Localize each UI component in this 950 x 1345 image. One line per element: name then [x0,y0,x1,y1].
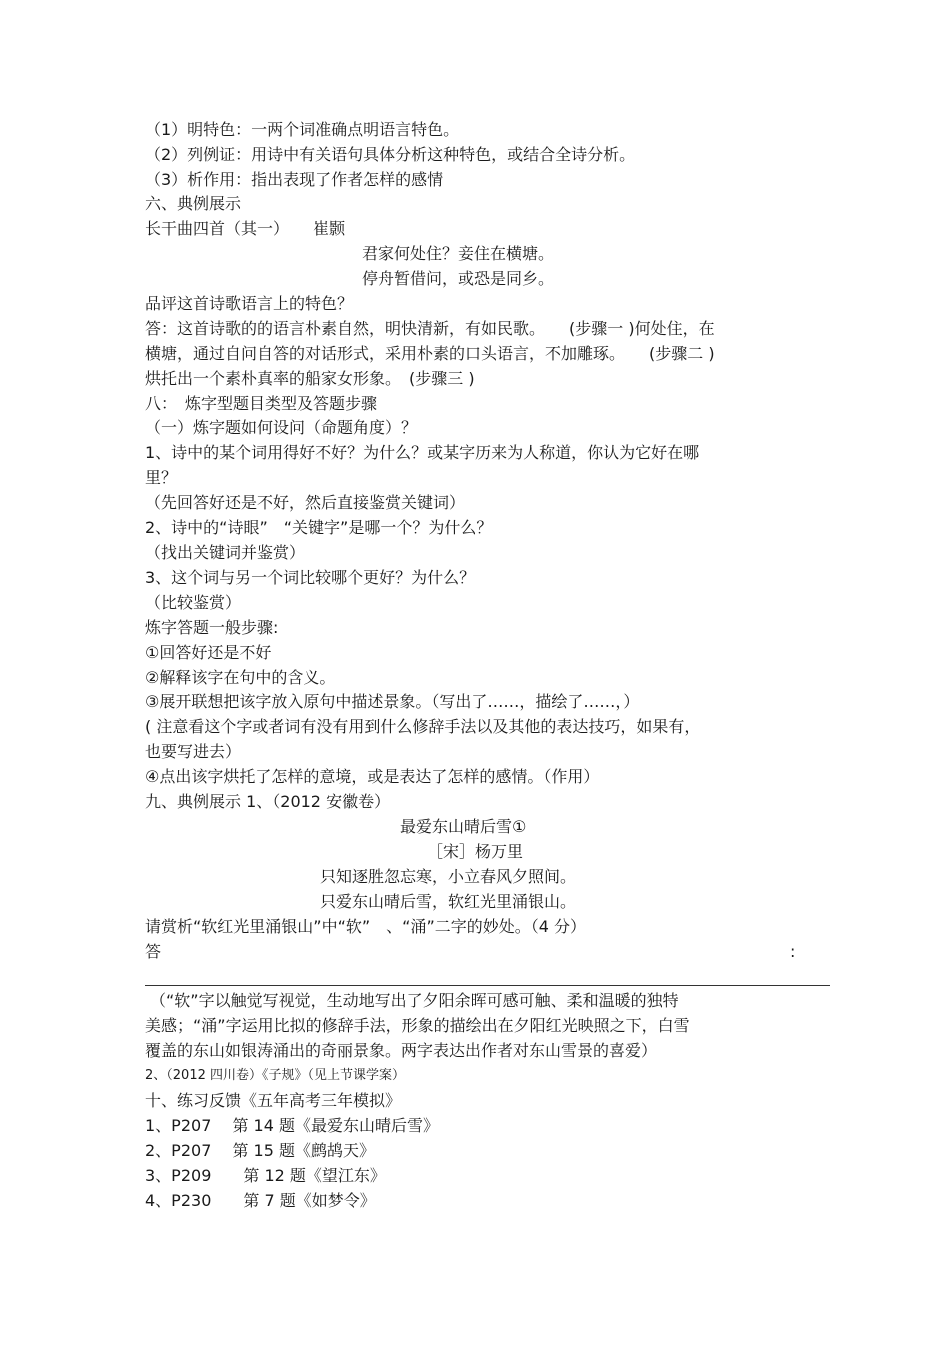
section-heading: 十、练习反馈《五年高考三年模拟》 [145,1091,402,1110]
text-line: ③展开联想把该字放入原句中描述景象。（写出了……，描绘了……，） [145,692,640,711]
text-line: （比较鉴赏） [145,593,242,612]
answer-underline [145,985,830,986]
subsection-heading: （一）炼字题如何设问（命题角度）？ [145,418,418,437]
text-line: 2、（2012 四川卷）《子规》（见上节课学案） [145,1068,405,1083]
text-line: ②解释该字在句中的含义。 [145,668,336,687]
poem-line: 君家何处住？妾住在横塘。 [362,244,555,263]
text-line: （先回答好还是不好，然后直接鉴赏关键词） [145,493,466,512]
text-line: 也要写进去） [145,742,242,761]
section-heading: 六、典例展示 [145,194,242,213]
poem-line: 停舟暂借问，或恐是同乡。 [362,269,555,288]
poem-author: ［宋］杨万里 [427,842,524,861]
question-text: 品评这首诗歌语言上的特色？ [145,294,354,313]
text-line: 1、诗中的某个词用得好不好？为什么？或某字历来为人称道，你认为它好在哪 [145,443,700,462]
text-line: （3）析作用：指出表现了作者怎样的感情 [145,170,444,189]
answer-text: 答：这首诗歌的的语言朴素自然，明快清新，有如民歌。 (步骤一 )何处住，在 [145,319,715,338]
answer-text: 美感；“涌”字运用比拟的修辞手法，形象的描绘出在夕阳红光映照之下，白雪 [145,1016,690,1035]
exercise-item: 3、P209 第 12 题《望江东》 [145,1166,386,1185]
exercise-item: 1、P207 第 14 题《最爱东山晴后雪》 [145,1116,439,1135]
exercise-item: 2、P207 第 15 题《鹧鸪天》 [145,1141,375,1160]
poem-title: 最爱东山晴后雪① [400,817,527,836]
poem-line: 只知逐胜忽忘寒，小立春风夕照间。 [320,867,577,886]
text-line: （2）列例证：用诗中有关语句具体分析这种特色，或结合全诗分析。 [145,145,636,164]
text-line: 炼字答题一般步骤: [145,618,279,637]
answer-text: 烘托出一个素朴真率的船家女形象。 (步骤三 ) [145,369,475,388]
answer-text: 覆盖的东山如银涛涌出的奇丽景象。两字表达出作者对东山雪景的喜爱） [145,1041,658,1060]
answer-colon: : [790,942,796,961]
poem-title-author: 长干曲四首（其一） 崔颢 [145,219,346,238]
answer-text: （“软”字以触觉写视觉，生动地写出了夕阳余晖可感可触、柔和温暖的独特 [150,991,679,1010]
text-line: （找出关键词并鉴赏） [145,543,306,562]
text-line: （1）明特色：一两个词准确点明语言特色。 [145,120,460,139]
text-line: ①回答好还是不好 [145,643,272,662]
answer-label: 答 [145,942,162,961]
exercise-item: 4、P230 第 7 题《如梦令》 [145,1191,376,1210]
section-heading: 九、典例展示 1、（2012 安徽卷） [145,792,391,811]
text-line: ④点出该字烘托了怎样的意境，或是表达了怎样的感情。（作用） [145,767,600,786]
section-heading: 八： 炼字型题目类型及答题步骤 [145,394,378,413]
question-text: 请赏析“软红光里涌银山”中“软” 、“涌”二字的妙处。（4 分） [145,917,587,936]
text-line: 里？ [145,468,178,487]
text-line: 3、这个词与另一个词比较哪个更好？为什么？ [145,568,476,587]
poem-line: 只爱东山晴后雪，软红光里涌银山。 [320,892,577,911]
text-line: ( 注意看这个字或者词有没有用到什么修辞手法以及其他的表达技巧，如果有， [145,717,701,736]
answer-text: 横塘，通过自问自答的对话形式，采用朴素的口头语言，不加雕琢。 (步骤二 ) [145,344,715,363]
text-line: 2、诗中的“诗眼” “关键字”是哪一个？为什么？ [145,518,493,537]
